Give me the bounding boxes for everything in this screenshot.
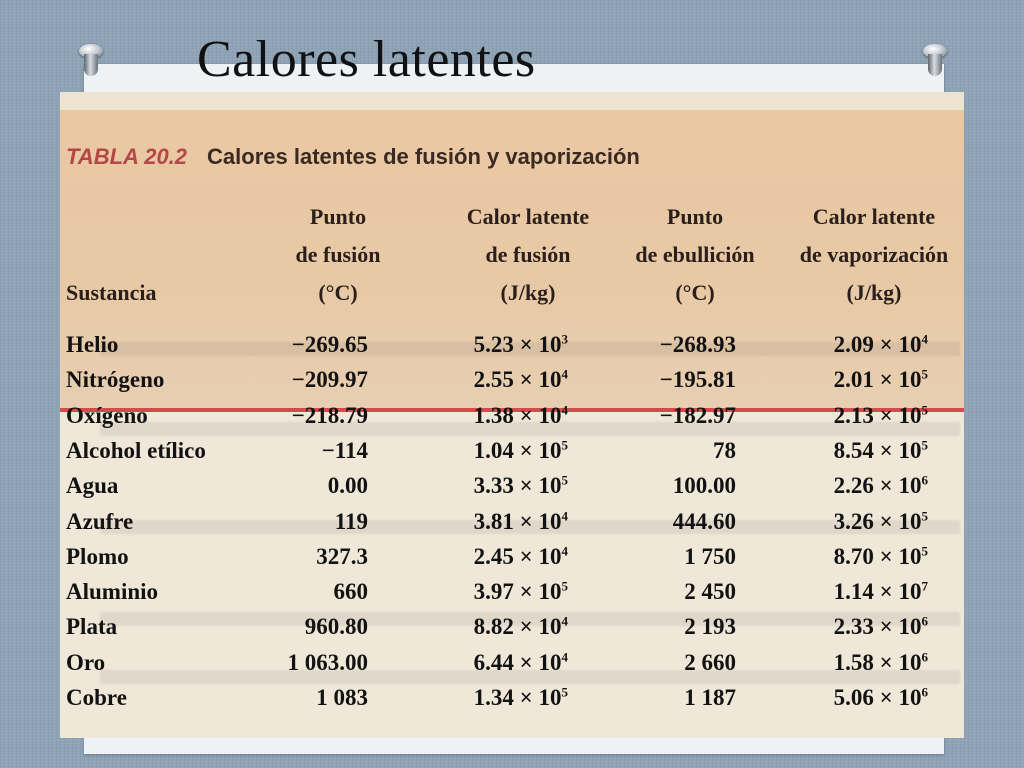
latent-vaporization-mantissa: 3.26 × 10 [833, 509, 922, 534]
latent-vaporization-value [800, 544, 928, 570]
latent-fusion-mantissa: 5.23 × 10 [473, 332, 562, 357]
latent-fusion-mantissa: 2.55 × 10 [473, 367, 562, 392]
latent-vaporization-value [800, 332, 928, 358]
latent-fusion-value [440, 367, 568, 393]
boiling-point-value: 444.60 [672, 509, 736, 534]
melting-point-value: 0.00 [327, 473, 368, 498]
boiling-point-value: 100.00 [672, 473, 736, 498]
latent-vaporization-mantissa: 2.01 × 10 [833, 367, 922, 392]
latent-fusion-mantissa: 1.34 × 10 [473, 685, 562, 710]
table-caption [66, 144, 640, 170]
melting-point-value: 1 063.00 [287, 650, 368, 675]
latent-vaporization-exponent: 5 [921, 508, 928, 524]
latent-vaporization-value [800, 403, 928, 429]
boiling-point-value: −182.97 [659, 403, 736, 428]
header-line: Punto [309, 204, 367, 229]
substance-name: Azufre [66, 509, 134, 534]
latent-fusion-value [440, 579, 568, 605]
latent-vaporization-exponent: 4 [921, 331, 928, 347]
pushpin-icon [76, 44, 106, 78]
substance-name: Plomo [66, 544, 129, 569]
header-latent-vaporization [788, 198, 960, 312]
latent-fusion-value [440, 650, 568, 676]
latent-fusion-value [440, 438, 568, 464]
latent-fusion-mantissa: 6.44 × 10 [473, 650, 562, 675]
latent-fusion-exponent: 5 [561, 437, 568, 453]
latent-fusion-exponent: 4 [561, 613, 568, 629]
melting-point-value: 960.80 [304, 614, 368, 639]
table-image [60, 92, 964, 738]
header-line: Punto [666, 204, 724, 229]
latent-fusion-exponent: 5 [561, 684, 568, 700]
header-substance: Sustancia [66, 280, 157, 305]
latent-fusion-exponent: 4 [561, 508, 568, 524]
latent-fusion-mantissa: 3.33 × 10 [473, 473, 562, 498]
latent-fusion-exponent: 4 [561, 402, 568, 418]
latent-vaporization-value [800, 438, 928, 464]
latent-vaporization-exponent: 6 [921, 472, 928, 488]
boiling-point-value: 2 193 [684, 614, 736, 639]
header-line: (J/kg) [500, 280, 556, 305]
latent-fusion-exponent: 3 [561, 331, 568, 347]
header-latent-fusion [436, 198, 620, 312]
latent-fusion-exponent: 4 [561, 649, 568, 665]
latent-fusion-mantissa: 3.81 × 10 [473, 509, 562, 534]
melting-point-value: −209.97 [291, 367, 368, 392]
boiling-point-value: 78 [713, 438, 736, 463]
pushpin-icon [920, 44, 950, 78]
latent-fusion-value [440, 544, 568, 570]
substance-name: Alcohol etílico [66, 438, 206, 463]
latent-vaporization-value [800, 685, 928, 711]
boiling-point-value: −195.81 [659, 367, 736, 392]
latent-fusion-value [440, 473, 568, 499]
latent-fusion-value [440, 685, 568, 711]
latent-vaporization-exponent: 5 [921, 402, 928, 418]
slide-title: Calores latentes [197, 31, 536, 88]
boiling-point-value: 2 660 [684, 650, 736, 675]
latent-fusion-value [440, 403, 568, 429]
latent-vaporization-exponent: 6 [921, 613, 928, 629]
latent-vaporization-mantissa: 2.13 × 10 [833, 403, 922, 428]
latent-fusion-value [440, 332, 568, 358]
header-line: de fusión [485, 242, 571, 267]
latent-vaporization-exponent: 5 [921, 437, 928, 453]
header-boiling-point [620, 198, 770, 312]
header-line: de vaporización [799, 242, 949, 267]
substance-name: Cobre [66, 685, 127, 710]
latent-fusion-mantissa: 1.38 × 10 [473, 403, 562, 428]
substance-name: Oxígeno [66, 403, 148, 428]
substance-name: Plata [66, 614, 118, 639]
header-line: (°C) [318, 280, 358, 305]
latent-fusion-exponent: 4 [561, 543, 568, 559]
boiling-point-value: 2 450 [684, 579, 736, 604]
header-line: (J/kg) [846, 280, 902, 305]
melting-point-value: −269.65 [291, 332, 368, 357]
latent-vaporization-mantissa: 8.54 × 10 [833, 438, 922, 463]
melting-point-value: 1 083 [316, 685, 368, 710]
latent-vaporization-exponent: 5 [921, 543, 928, 559]
header-line: Calor latente [466, 204, 590, 229]
latent-vaporization-value [800, 579, 928, 605]
latent-fusion-value [440, 509, 568, 535]
table-caption-text: Calores latentes de fusión y vaporización [207, 144, 640, 169]
latent-vaporization-exponent: 6 [921, 684, 928, 700]
substance-name: Nitrógeno [66, 367, 165, 392]
latent-vaporization-mantissa: 1.14 × 10 [833, 579, 922, 604]
melting-point-value: 119 [334, 509, 368, 534]
melting-point-value: 660 [333, 579, 368, 604]
latent-vaporization-value [800, 473, 928, 499]
latent-fusion-mantissa: 8.82 × 10 [473, 614, 562, 639]
header-line: (°C) [675, 280, 715, 305]
header-line: de fusión [295, 242, 381, 267]
latent-vaporization-mantissa: 2.33 × 10 [833, 614, 922, 639]
latent-vaporization-mantissa: 2.09 × 10 [833, 332, 922, 357]
melting-point-value: −218.79 [291, 403, 368, 428]
latent-fusion-mantissa: 1.04 × 10 [473, 438, 562, 463]
latent-fusion-value [440, 614, 568, 640]
latent-vaporization-value [800, 367, 928, 393]
latent-vaporization-exponent: 6 [921, 649, 928, 665]
header-line: Calor latente [812, 204, 936, 229]
latent-fusion-mantissa: 3.97 × 10 [473, 579, 562, 604]
substance-name: Agua [66, 473, 119, 498]
boiling-point-value: −268.93 [659, 332, 736, 357]
header-melting-point [268, 198, 408, 312]
substance-name: Helio [66, 332, 119, 357]
boiling-point-value: 1 187 [684, 685, 736, 710]
latent-vaporization-mantissa: 1.58 × 10 [833, 650, 922, 675]
latent-fusion-exponent: 5 [561, 578, 568, 594]
latent-vaporization-exponent: 5 [921, 366, 928, 382]
latent-fusion-exponent: 5 [561, 472, 568, 488]
melting-point-value: 327.3 [316, 544, 368, 569]
latent-vaporization-value [800, 614, 928, 640]
latent-vaporization-value [800, 509, 928, 535]
latent-vaporization-mantissa: 5.06 × 10 [833, 685, 922, 710]
table-number: TABLA 20.2 [66, 144, 188, 169]
substance-name: Oro [66, 650, 106, 675]
latent-vaporization-value [800, 650, 928, 676]
latent-fusion-exponent: 4 [561, 366, 568, 382]
latent-vaporization-mantissa: 2.26 × 10 [833, 473, 922, 498]
substance-name: Aluminio [66, 579, 159, 604]
boiling-point-value: 1 750 [684, 544, 736, 569]
latent-fusion-mantissa: 2.45 × 10 [473, 544, 562, 569]
latent-vaporization-mantissa: 8.70 × 10 [833, 544, 922, 569]
latent-vaporization-exponent: 7 [921, 578, 928, 594]
header-line: de ebullición [635, 242, 755, 267]
melting-point-value: −114 [321, 438, 368, 463]
